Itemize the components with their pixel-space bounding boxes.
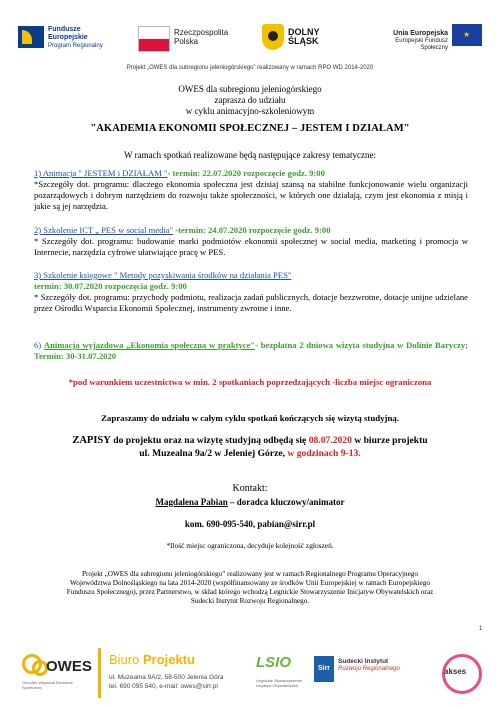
- topic-2: 2) Szkolenie ICT „ PES w social media" -termin: 24.07.2020 rozpoczęcie godz. 9:00 * Szczegóły dot. programu: budowanie marki podmiotów ekonomii społecznej w social media, marketing i promocja w Internecie, narzędzia cyfrowe ułatwiające pracę w PES.: [34, 225, 468, 257]
- unia-europejska-logo: Unia Europejska Europejski Fundusz Społeczny ★: [368, 22, 482, 56]
- project-header-line: Projekt „OWES dla subregionu jeleniogórskiego” realizowany w ramach RPO WD 2014-2020: [126, 65, 374, 71]
- project-office-box: Biuro Projektu ul. Muzealna 9A/2, 58-500 Jelenia Góra tel. 690 095 540, e-mail: owes@sirr.pl: [98, 648, 251, 698]
- eu-flag-icon: ★: [452, 24, 482, 46]
- contact-heading: Kontakt:: [232, 483, 268, 494]
- intro: OWES dla subregionu jeleniogórskiego zaprasza do udziału w cyklu animacyjno-szkoleniowym: [178, 84, 322, 116]
- eagle-crest-icon: [262, 24, 284, 50]
- funding-note: Projekt „OWES dla subregionu jeleniogórskiego” realizowany jest w ramach Regionalnego Programu Operacyjnego Województwa Dolnośląskiego na lata 2014-2020 (współfinansowany ze środków Unii Europejskiej w ramach Europejskiego Funduszu Społecznego), przez Partnerstwo, w skład którego wchodzą Legnickie Stowarzyszenie Inicjatyw Obywatelskich oraz Sudecki Instytut Rozwoju Regionalnego.: [66, 570, 434, 605]
- lsio-logo: LSIO Legnickie Stowarzyszenie Inicjatyw Obywatelskich: [256, 654, 303, 688]
- akses-logo: akses: [440, 652, 480, 692]
- fe-flag-icon: [18, 26, 44, 48]
- contact-person: Magdalena Pabian – doradca kluczowy/animator: [155, 497, 345, 507]
- limited-seats-note: *Ilość miejsc ograniczona, decyduje kolejność zgłoszeń.: [166, 541, 334, 550]
- page-title: "AKADEMIA EKONOMII SPOŁECZNEJ – JESTEM I DZIAŁAM": [90, 123, 410, 134]
- topic-1: 1) Animacja " JESTEM i DZIAŁAM "- termin: 22.07.2020 rozpoczęcie godz. 9:00 *Szczegóły dot. programu: dlaczego ekonomia społeczna jest dzisiaj szansą na stabilne funkcjonowanie wielu organizacji pozarządowych i dobrym narzędziem do rozwoju także społeczności, w których one działają, czym jest ekonomia z misją i jakie są jej narzędzia.: [34, 168, 468, 211]
- sirr-logo: Sirr Sudecki Instytut Rozwoju Regionalnego: [314, 654, 424, 694]
- invitation: Zapraszamy do udziału w całym cyklu spotkań kończących się wizytą studyjną.: [101, 413, 399, 423]
- rzeczpospolita-polska-logo: Rzeczpospolita Polska: [138, 22, 238, 56]
- contact-phone-email[interactable]: kom. 690-095-540, pabian@sirr.pl: [184, 519, 316, 529]
- topic-2-link[interactable]: 2) Szkolenie ICT „ PES w social media": [34, 225, 174, 235]
- owes-logo: OWES Ośrodek Wsparcia Ekonomii Społecznej: [22, 654, 90, 694]
- topic-3: 3) Szkolenie księgowe " Metody pozyskiwania środków na działania PES" termin: 30.07.2020 rozpoczęcia godz. 9:00 * Szczegóły dot. programu: przychody podmiotu, realizacja zadań publicznych, dotacje bezzwrotne, dotacje unijne udzielane przez Ośrodki Wsparcia Ekonomii Społecznej, instrumenty zwrotne i inne.: [34, 270, 468, 313]
- topic-1-link[interactable]: 1) Animacja " JESTEM i DZIAŁAM ": [34, 168, 168, 178]
- topic-4: 6) Animacja wyjazdowa „Ekonomia społeczna w praktyce"- bezpłatna 2 dniowa wizyta studyjna w Dolinie Baryczy; Termin: 30-31.07.2020: [34, 340, 468, 361]
- registration-info: ZAPISY do projektu oraz na wizytę studyjną odbędą się 08.07.2020 w biurze projektu ul. Muzealna 9a/2 w Jeleniej Górze, w godzinach 9-13.: [72, 435, 428, 459]
- fundusze-europejskie-logo: Fundusze Europejskie Program Regionalny: [18, 22, 110, 56]
- page-number: 1: [479, 626, 483, 632]
- subtitle: W ramach spotkań realizowane będą następujące zakresy tematyczne:: [124, 150, 376, 160]
- topic-4-link[interactable]: Animacja wyjazdowa „Ekonomia społeczna w praktyce": [43, 340, 256, 350]
- logo-bar: [18, 22, 482, 56]
- polish-flag-icon: [138, 26, 170, 52]
- participation-note: *pod warunkiem uczestnictwa w min. 2 spotkaniach poprzedzających -liczba miejsc ograniczona: [68, 377, 432, 387]
- dolny-slask-logo: DOLNY ŚLĄSK: [262, 22, 352, 56]
- footer-logos: [0, 646, 500, 701]
- topic-3-link[interactable]: 3) Szkolenie księgowe " Metody pozyskiwania środków na działania PES": [34, 270, 292, 280]
